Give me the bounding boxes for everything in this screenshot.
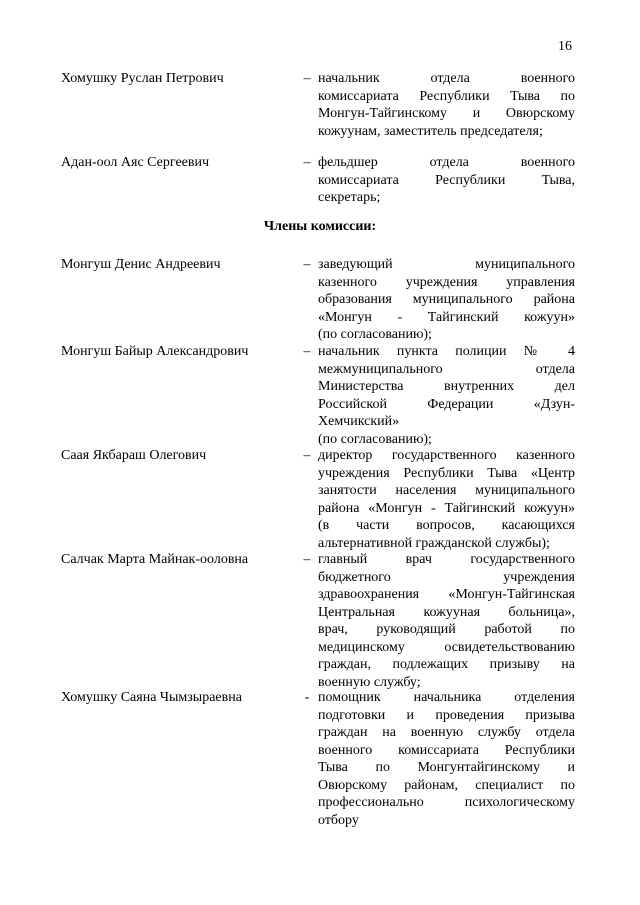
- separator-dash: –: [303, 344, 311, 359]
- person-name: Адан-оол Аяс Сергеевич: [61, 155, 210, 170]
- role-line: комиссариата Республики Тыва по: [318, 88, 575, 104]
- page-number: 16: [558, 39, 572, 54]
- role-line: Овюрскому районам, специалист по: [318, 777, 575, 793]
- role-line: секретарь;: [318, 190, 381, 205]
- role-line: профессионально психологическому: [318, 795, 575, 810]
- role-line: директор государственного казенного: [318, 448, 575, 463]
- person-role: [318, 343, 575, 448]
- role-line: здравоохранения «Монгун-Тайгинская: [318, 587, 575, 602]
- role-line: Российской Федерации «Дзун-: [318, 396, 575, 412]
- role-line: фельдшер отдела военного: [318, 155, 575, 170]
- role-line: Центральная кожууная больница»,: [318, 604, 575, 620]
- role-line: (в части вопросов, касающихся: [318, 518, 575, 533]
- role-line: врач, руководящий работой по: [318, 622, 575, 637]
- role-line: Тыва по Монгунтайгинскому и: [318, 760, 575, 775]
- role-line: учреждения Республики Тыва «Центр: [318, 465, 575, 481]
- separator-dash: -: [304, 690, 310, 705]
- role-line: района «Монгун - Тайгинский кожуун»: [318, 500, 575, 516]
- role-line: Монгун-Тайгинскому и Овюрскому: [318, 106, 575, 121]
- person-role: [318, 551, 575, 691]
- person-name: Хомушку Руслан Петрович: [61, 71, 224, 86]
- person-name: Салчак Марта Майнак-ооловна: [61, 552, 249, 567]
- separator-dash: –: [303, 448, 311, 463]
- person-role: [318, 689, 575, 829]
- separator-dash: –: [303, 155, 311, 170]
- role-line: комиссариата Республики Тыва,: [318, 172, 575, 188]
- separator-dash: –: [303, 257, 311, 272]
- role-line: граждан на военную службу отдела: [318, 725, 575, 740]
- person-name: Монгуш Денис Андреевич: [61, 257, 221, 272]
- role-line: военную службу;: [318, 674, 421, 690]
- person-role: [318, 447, 575, 552]
- role-line: военного комиссариата Республики: [318, 742, 575, 758]
- role-line: подготовки и проведения призыва: [318, 707, 575, 723]
- person-role: [318, 154, 575, 207]
- role-line: начальник отдела военного: [318, 71, 575, 86]
- role-line: начальник пункта полиции № 4: [318, 344, 575, 359]
- section-heading: Члены комиссии:: [263, 219, 377, 234]
- role-line: образования муниципального района: [318, 292, 575, 307]
- role-line: межмуниципального отдела: [318, 361, 575, 377]
- role-line: (по согласованию);: [318, 327, 432, 342]
- role-line: Хемчикский»: [318, 414, 400, 429]
- role-line: помощник начальника отделения: [318, 690, 575, 705]
- role-line: бюджетного учреждения: [318, 569, 575, 585]
- separator-dash: –: [303, 71, 311, 86]
- separator-dash: –: [303, 552, 311, 567]
- role-line: занятости населения муниципального: [318, 483, 575, 498]
- role-line: Министерства внутренних дел: [318, 379, 575, 394]
- role-line: альтернативной гражданской службы);: [318, 535, 550, 551]
- role-line: кожуунам, заместитель председателя;: [318, 123, 543, 139]
- role-line: казенного учреждения управления: [318, 274, 575, 290]
- person-name: Саая Якбараш Олегович: [61, 448, 207, 463]
- role-line: главный врач государственного: [318, 552, 575, 567]
- person-role: [318, 70, 575, 140]
- person-name: Хомушку Саяна Чымзыраевна: [61, 690, 242, 705]
- role-line: «Монгун - Тайгинский кожуун»: [318, 309, 575, 325]
- role-line: граждан, подлежащих призыву на: [318, 657, 575, 672]
- person-name: Монгуш Байыр Александрович: [61, 344, 249, 359]
- role-line: медицинскому освидетельствованию: [318, 639, 575, 655]
- role-line: (по согласованию);: [318, 431, 432, 447]
- role-line: заведующий муниципального: [318, 257, 575, 272]
- person-role: [318, 256, 575, 344]
- role-line: отбору: [318, 812, 359, 828]
